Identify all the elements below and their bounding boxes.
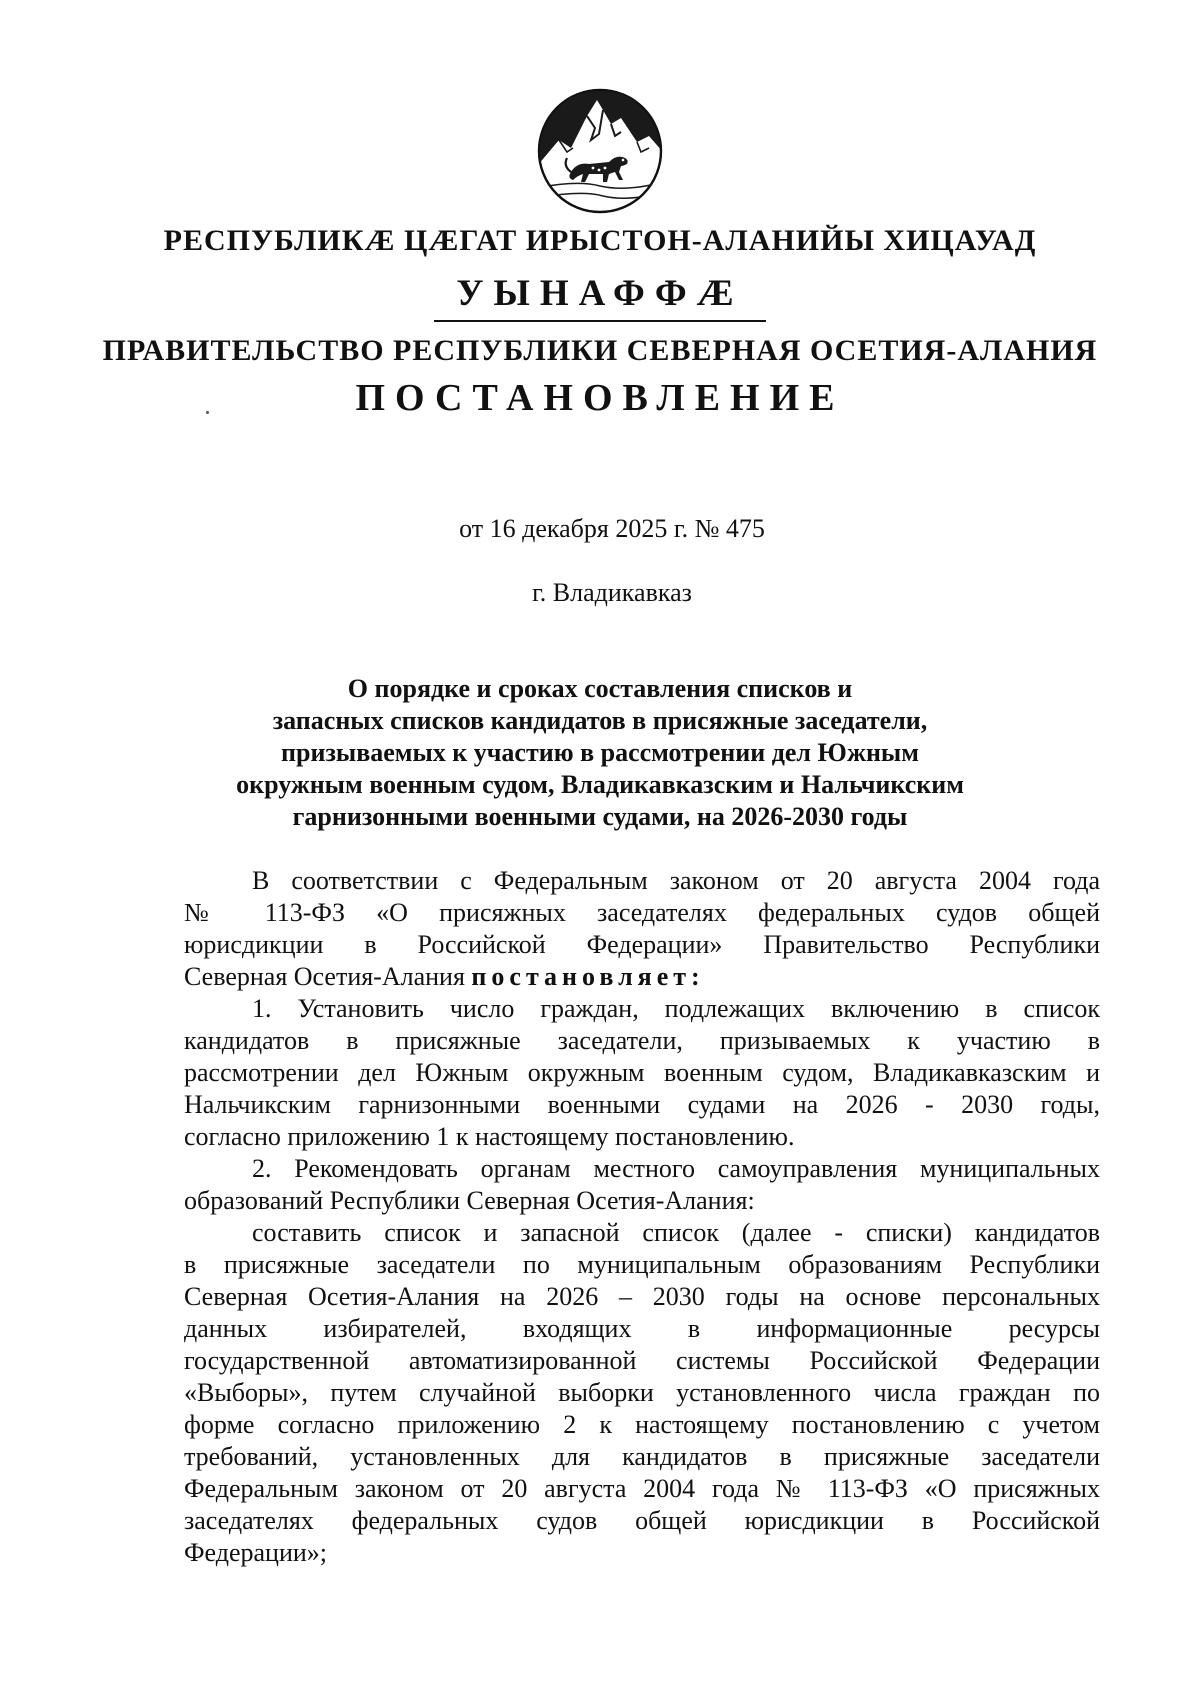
decree-place: г. Владикавказ [532, 578, 692, 607]
item2a-line: форме согласно приложению 2 к настоящему постановлению с учетом [184, 1410, 1100, 1439]
russian-decree-heading: ПОСТАНОВЛЕНИЕ [355, 377, 845, 419]
resolves-word: постановляет: [471, 962, 705, 991]
item2a-line: Федерации»; [184, 1538, 328, 1567]
coat-of-arms-emblem [537, 88, 663, 214]
item2a-line: Северная Осетия-Алания на 2026 – 2030 годы на основе персональных [184, 1282, 1100, 1311]
item1-line: рассмотрении дел Южным окружным военным судом, Владикавказским и [184, 1058, 1100, 1087]
item1-line: согласно приложению 1 к настоящему постановлению. [184, 1122, 795, 1151]
item2-line: 2. Рекомендовать органам местного самоуправления муниципальных [252, 1154, 1100, 1183]
ossetian-government-heading: РЕСПУБЛИКӔ ЦӔГАТ ИРЫСТОН-АЛАНИЙЫ ХИЦАУАД [163, 224, 1037, 257]
title-line: О порядке и сроках составления списков и [347, 674, 853, 703]
item2a-line: государственной автоматизированной системы Российской Федерации [184, 1346, 1100, 1375]
decree-title [0, 673, 1200, 833]
item2a-line: в присяжные заседатели по муниципальным образованиям Республики [184, 1250, 1100, 1279]
ossetian-decree-heading: УЫНАФФӔ [456, 273, 744, 314]
item2a-line: данных избирателей, входящих в информационные ресурсы [184, 1314, 1100, 1343]
preamble-line: юрисдикции в Российской Федерации» Правительство Республики [184, 930, 1100, 959]
item1-line: Нальчикским гарнизонными военными судами на 2026 - 2030 годы, [184, 1090, 1100, 1119]
item2-line: образований Республики Северная Осетия-Алания: [184, 1186, 755, 1215]
item2a-line: требований, установленных для кандидатов в присяжные заседатели [184, 1442, 1100, 1471]
title-line: гарнизонными военными судами, на 2026-2030 годы [292, 802, 908, 831]
preamble-line: № 113-ФЗ «О присяжных заседателях федеральных судов общей [184, 898, 1100, 927]
title-line: окружным военным судом, Владикавказским и Нальчикским [236, 770, 964, 799]
item2a-line: составить список и запасной список (далее - списки) кандидатов [252, 1218, 1100, 1247]
russian-government-heading: ПРАВИТЕЛЬСТВО РЕСПУБЛИКИ СЕВЕРНАЯ ОСЕТИЯ-АЛАНИЯ [102, 334, 1098, 367]
preamble-line [184, 961, 1100, 993]
title-line: призываемых к участию в рассмотрении дел Южным [281, 738, 919, 767]
scan-speck [206, 411, 209, 414]
decree-date-number: от 16 декабря 2025 г. № 475 [459, 514, 765, 543]
title-line: запасных списков кандидатов в присяжные заседатели, [272, 706, 928, 735]
item2a-line: «Выборы», путем случайной выборки установленного числа граждан по [184, 1378, 1100, 1407]
preamble-last-text: Северная Осетия-Алания [184, 962, 472, 991]
item2a-line: заседателях федеральных судов общей юрисдикции в Российской [184, 1506, 1100, 1535]
item2a-line: Федеральным законом от 20 августа 2004 года № 113-ФЗ «О присяжных [184, 1474, 1100, 1503]
item1-line: кандидатов в присяжные заседатели, призываемых к участию в [184, 1026, 1100, 1055]
item1-line: 1. Установить число граждан, подлежащих включению в список [252, 994, 1100, 1023]
decree-body [184, 865, 1100, 1569]
heading-underline [434, 320, 766, 322]
preamble-line: В соответствии с Федеральным законом от 20 августа 2004 года [252, 866, 1100, 895]
